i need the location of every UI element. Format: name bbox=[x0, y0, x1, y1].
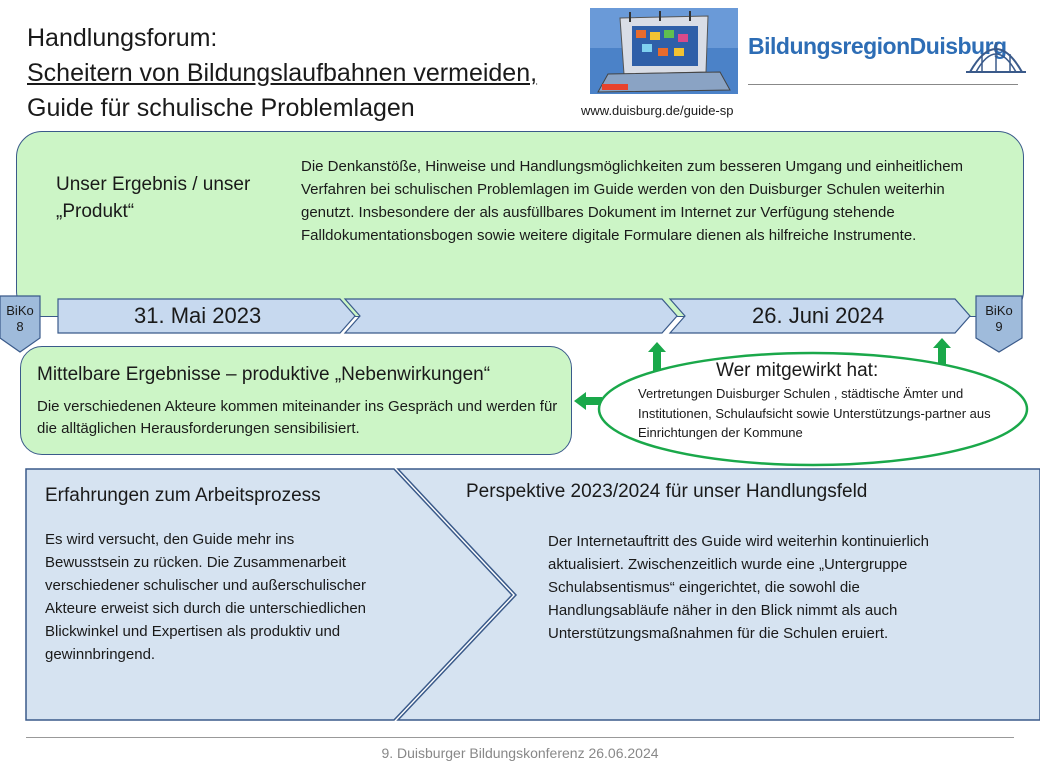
logo-divider bbox=[748, 84, 1018, 85]
biko-9-line2: 9 bbox=[995, 319, 1003, 334]
footer-divider bbox=[26, 737, 1014, 738]
url-text: www.duisburg.de/guide-sp bbox=[581, 103, 734, 118]
biko-8-line1: BiKo bbox=[6, 303, 34, 318]
mittelbar-title: Mittelbare Ergebnisse – produktive „Nebenwirkungen“ bbox=[37, 364, 491, 385]
calendar-desk-logo-icon bbox=[590, 8, 738, 94]
footer-text: 9. Duisburger Bildungskonferenz 26.06.2024 bbox=[381, 745, 659, 761]
perspektive-title: Perspektive 2023/2024 für unser Handlungsfeld bbox=[466, 481, 868, 502]
timeline-end-date: 26. Juni 2024 bbox=[752, 303, 885, 328]
erfahrungen-title: Erfahrungen zum Arbeitsprozess bbox=[45, 485, 321, 506]
logo-text: BildungsregionDuisburg bbox=[748, 33, 1007, 59]
perspektive-text: Der Internetauftritt des Guide wird weiterhin kontinuierlich aktualisiert. Zwischenzeitlich wurde eine „Untergruppe Schulabsentismus“ eingerichtet, die sowohl die Handlungsabläufe näher in den Blick nimmt als auch Unterstützungsmaßnahmen für die Schulen eruiert. bbox=[548, 533, 930, 642]
mitgewirkt-title: Wer mitgewirkt hat: bbox=[716, 360, 879, 381]
biko-9-line1: BiKo bbox=[985, 303, 1013, 318]
mittelbar-text: Die verschiedenen Akteure kommen miteinander ins Gespräch und werden für die alltäglichen Herausforderungen sensibilisiert. bbox=[37, 398, 558, 437]
ergebnis-label: Unser Ergebnis / unser „Produkt“ bbox=[56, 174, 251, 222]
title-line-2: Scheitern von Bildungslaufbahnen vermeiden, bbox=[27, 59, 538, 87]
ergebnis-text: Die Denkanstöße, Hinweise und Handlungsmöglichkeiten zum besseren Umgang und einheitlichem Verfahren bei schulischen Problemlagen im Guide werden von den Duisburger Schulen weiterhin genutzt. Insbesondere der als ausfüllbares Dokument im Internet zur Verfügung stehende Falldokumentationsbogen sowie weitere digitale Formulare dienen als hilfreiche Instrumente. bbox=[301, 158, 964, 244]
mitgewirkt-text: Vertretungen Duisburger Schulen , städtische Ämter und Institutionen, Schulaufsicht sowie Unterstützungs-partner aus Einrichtungen der Kommune bbox=[638, 386, 991, 440]
biko-8-line2: 8 bbox=[16, 319, 24, 334]
timeline-start-date: 31. Mai 2023 bbox=[134, 303, 262, 328]
erfahrungen-text: Es wird versucht, den Guide mehr ins Bewusstsein zu rücken. Die Zusammenarbeit verschiedener schulischer und außerschulischer Akteure erweist sich durch die unterschiedlichen Blickwinkel und Expertisen als produktiv und gewinnbringend. bbox=[45, 531, 366, 663]
title-line-3: Guide für schulische Problemlagen bbox=[27, 94, 415, 122]
bridge-emblem-icon bbox=[966, 26, 1026, 78]
title-line-1: Handlungsforum: bbox=[27, 24, 218, 52]
